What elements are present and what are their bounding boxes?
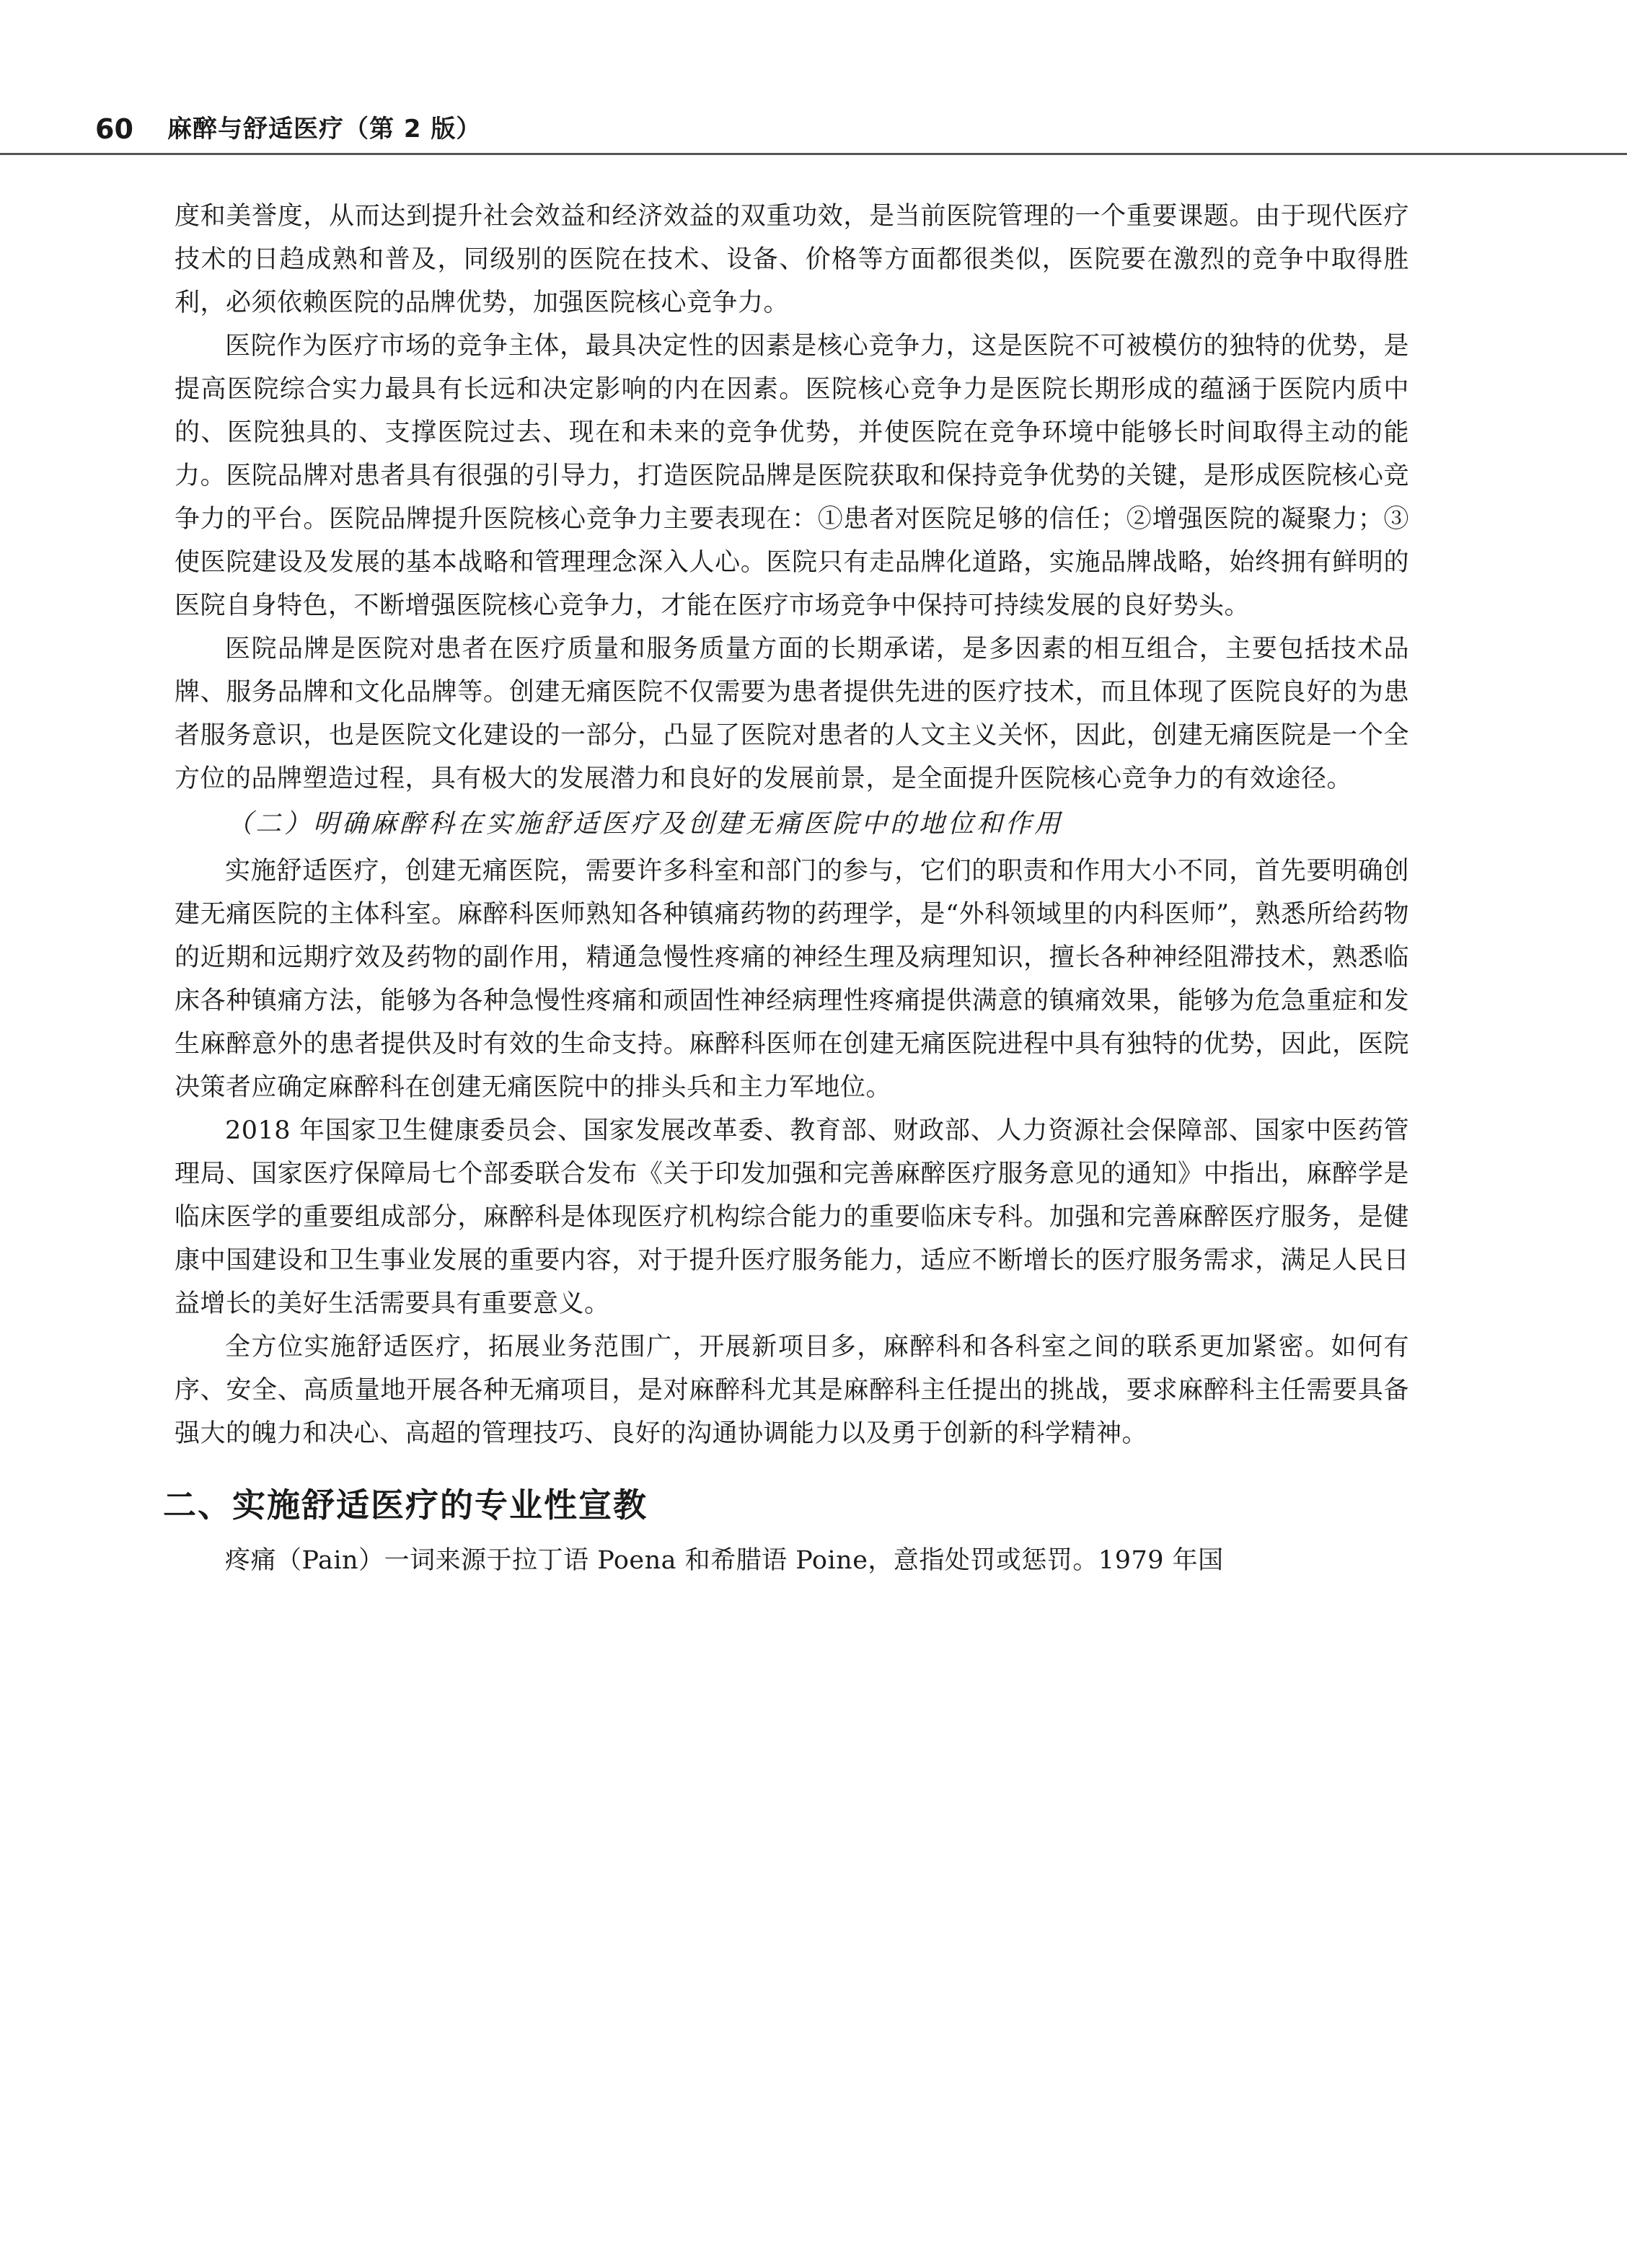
paragraph-1: 度和美誉度，从而达到提升社会效益和经济效益的双重功效，是当前医院管理的一个重要课题。由于现代医疗技术的日趋成熟和普及，同级别的医院在技术、设备、价格等方面都很类似，医院要在激烈的竞争中取得胜利，必须依赖医院的品牌优势，加强医院核心竞争力。 [175, 202, 1409, 317]
section-heading: 二、实施舒适医疗的专业性宣教 [163, 1486, 648, 1524]
paragraph-7: 疼痛（Pain）一词来源于拉丁语 Poena 和希腊语 Poine，意指处罚或惩罚。1979 年国 [225, 1546, 1224, 1575]
paragraph-6: 全方位实施舒适医疗，拓展业务范围广，开展新项目多，麻醉科和各科室之间的联系更加紧密。如何有序、安全、高质量地开展各种无痛项目，是对麻醉科尤其是麻醉科主任提出的挑战，要求麻醉科主任需要具备强大的魄力和决心、高超的管理技巧、良好的沟通协调能力以及勇于创新的科学精神。 [175, 1333, 1409, 1448]
running-title: 麻醉与舒适医疗（第 2 版） [167, 115, 482, 144]
paragraph-5: 2018 年国家卫生健康委员会、国家发展改革委、教育部、财政部、人力资源社会保障部、国家中医药管理局、国家医疗保障局七个部委联合发布《关于印发加强和完善麻醉医疗服务意见的通知》中指出，麻醉学是临床医学的重要组成部分，麻醉科是体现医疗机构综合能力的重要临床专科。加强和完善麻醉医疗服务，是健康中国建设和卫生事业发展的重要内容，对于提升医疗服务能力，适应不断增长的医疗服务需求，满足人民日益增长的美好生活需要具有重要意义。 [175, 1116, 1409, 1318]
page-number: 60 [95, 113, 133, 145]
page-body [163, 195, 1409, 1582]
paragraph-4: 实施舒适医疗，创建无痛医院，需要许多科室和部门的参与，它们的职责和作用大小不同，首先要明确创建无痛医院的主体科室。麻醉科医师熟知各种镇痛药物的药理学，是“外科领域里的内科医师”，熟悉所给药物的近期和远期疗效及药物的副作用，精通急慢性疼痛的神经生理及病理知识，擅长各种神经阻滞技术，熟悉临床各种镇痛方法，能够为各种急慢性疼痛和顽固性神经病理性疼痛提供满意的镇痛效果，能够为危急重症和发生麻醉意外的患者提供及时有效的生命支持。麻醉科医师在创建无痛医院进程中具有独特的优势，因此，医院决策者应确定麻醉科在创建无痛医院中的排头兵和主力军地位。 [175, 857, 1409, 1102]
page-header [0, 108, 1627, 151]
subsection-heading: （二）明确麻醉科在实施舒适医疗及创建无痛医院中的地位和作用 [226, 809, 1064, 839]
header-divider [0, 153, 1627, 155]
paragraph-3: 医院品牌是医院对患者在医疗质量和服务质量方面的长期承诺，是多因素的相互组合，主要包括技术品牌、服务品牌和文化品牌等。创建无痛医院不仅需要为患者提供先进的医疗技术，而且体现了医院良好的为患者服务意识，也是医院文化建设的一部分，凸显了医院对患者的人文主义关怀，因此，创建无痛医院是一个全方位的品牌塑造过程，具有极大的发展潜力和良好的发展前景，是全面提升医院核心竞争力的有效途径。 [175, 635, 1409, 793]
paragraph-2: 医院作为医疗市场的竞争主体，最具决定性的因素是核心竞争力，这是医院不可被模仿的独特的优势，是提高医院综合实力最具有长远和决定影响的内在因素。医院核心竞争力是医院长期形成的蕴涵于医院内质中的、医院独具的、支撑医院过去、现在和未来的竞争优势，并使医院在竞争环境中能够长时间取得主动的能力。医院品牌对患者具有很强的引导力，打造医院品牌是医院获取和保持竞争优势的关键，是形成医院核心竞争力的平台。医院品牌提升医院核心竞争力主要表现在：①患者对医院足够的信任；②增强医院的凝聚力；③使医院建设及发展的基本战略和管理理念深入人心。医院只有走品牌化道路，实施品牌战略，始终拥有鲜明的医院自身特色，不断增强医院核心竞争力，才能在医疗市场竞争中保持可持续发展的良好势头。 [175, 332, 1409, 620]
